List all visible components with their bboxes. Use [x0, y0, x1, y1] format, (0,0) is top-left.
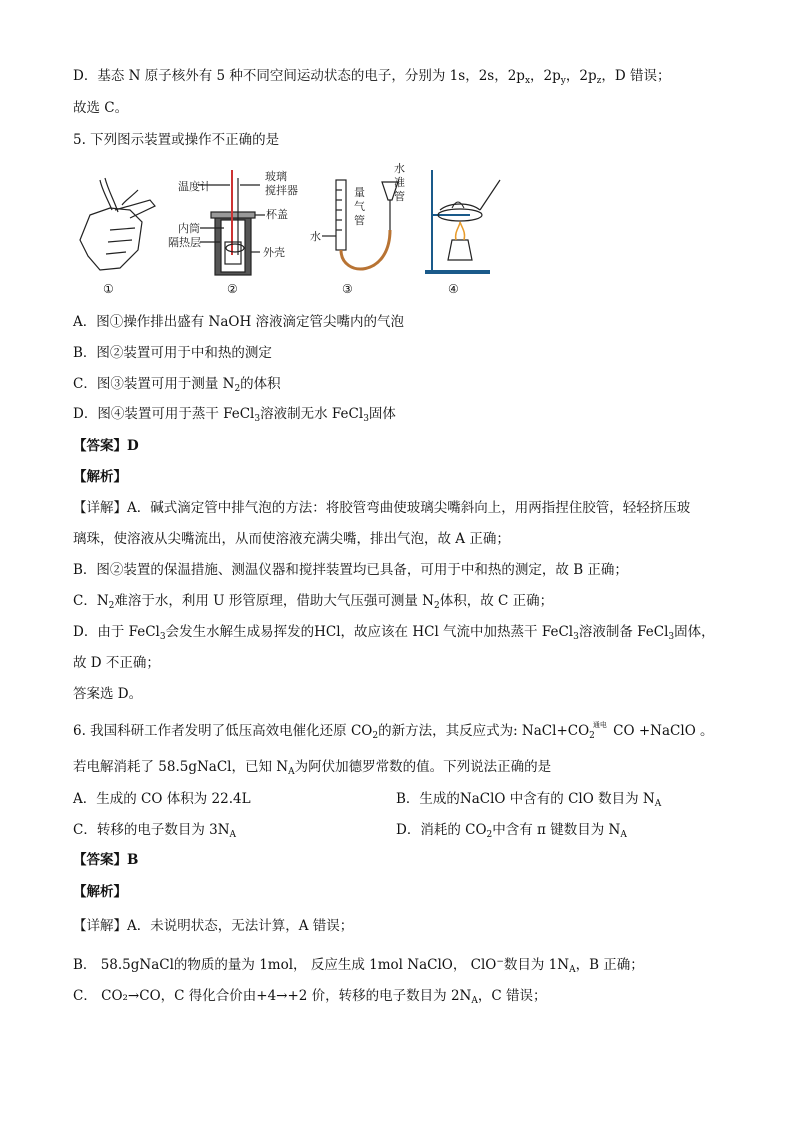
- label-water: 水: [310, 230, 321, 243]
- label-level-2: 准: [394, 176, 405, 189]
- figure-apparatus: [60, 160, 520, 300]
- option-5d: D．图④装置可用于蒸干 FeCl$_3$溶液制无水 FeCl$_3$固体: [73, 406, 396, 424]
- line-option-d-prev: D．基态 N 原子核外有 5 种不同空间运动状态的电子，分别为 1s，2s，$2p_x$，$2p_y$，$2p_z$，D 错误；: [73, 68, 671, 86]
- label-lid: 杯盖: [266, 208, 288, 221]
- option-6d: D．消耗的 $CO_2$中含有 π 键数目为 $N_A$: [396, 822, 627, 840]
- detail-5-line1: 【详解】A．碱式滴定管中排气泡的方法：将胶管弯曲使玻璃尖嘴斜向上，用两指捏住胶管，轻轻挤压玻: [73, 500, 691, 516]
- label-shell: 外壳: [263, 246, 285, 259]
- caption-2: ②: [227, 282, 238, 296]
- label-level-3: 管: [394, 190, 405, 203]
- electrolysis-arrow: 通电: [592, 721, 607, 729]
- option-6a: A．生成的 CO 体积为 22.4L: [73, 791, 251, 807]
- label-level-1: 水: [394, 162, 405, 175]
- label-thermometer: 温度计: [178, 180, 211, 193]
- option-5b: B．图②装置可用于中和热的测定: [73, 345, 272, 361]
- label-insulation: 隔热层: [168, 236, 201, 249]
- option-5c: C．图③装置可用于测量 $N_2$的体积: [73, 376, 281, 394]
- option-6c: C．转移的电子数目为 $3N_A$: [73, 822, 237, 840]
- question-6-line1: 6. 我国科研工作者发明了低压高效电催化还原 $CO_2$的新方法，其反应式为: $NaCl+CO_2^{通电}$ CO +NaClO 。: [73, 721, 714, 741]
- detail-5-line2: 璃珠，使溶液从尖嘴流出，从而使溶液充满尖嘴，排出气泡，故 A 正确；: [73, 531, 510, 547]
- label-stirrer-2: 搅拌器: [265, 184, 298, 197]
- answer-6: 【答案】B: [73, 852, 139, 868]
- answer-5: 【答案】D: [73, 438, 139, 454]
- evaporation-stand-illustration: [425, 170, 500, 272]
- label-gas-tube-2: 气: [354, 200, 365, 213]
- detail-5-line6: 故 D 不正确；: [73, 655, 160, 671]
- detail-5-line4: C．$N_2$难溶于水，利用 U 形管原理，借助大气压强可测量 $N_2$体积，故 C 正确；: [73, 593, 554, 611]
- detail-5-line3: B．图②装置的保温措施、测温仪器和搅拌装置均已具备，可用于中和热的测定，故 B 正确；: [73, 562, 628, 578]
- question-6-line2: 若电解消耗了 58.5gNaCl，已知 $N_A$为阿伏加德罗常数的值。下列说法正确的是: [73, 759, 552, 777]
- label-inner: 内筒: [178, 222, 200, 235]
- label-gas-tube-3: 管: [354, 214, 365, 227]
- detail-6-line2: B． 58.5gNaCl的物质的量为 1mol， 反应生成 1mol NaClO， ClO−数目为 $1N_A$，B 正确；: [73, 957, 644, 975]
- line-choose-c: 故选 C。: [73, 100, 129, 116]
- detail-6-line1: 【详解】A．未说明状态，无法计算，A 错误；: [73, 918, 354, 934]
- analysis-5-heading: 【解析】: [73, 469, 127, 485]
- hand-burette-illustration: [80, 178, 155, 270]
- detail-5-line5: D．由于 FeCl$_3$会发生水解生成易挥发的HCl，故应该在 HCl 气流中加热蒸干 FeCl$_3$溶液制备 FeCl$_3$固体，: [73, 624, 715, 642]
- detail-6-line3: C． CO₂→CO，C 得化合价由+4→+2 价，转移的电子数目为 $2N_A$，C 错误；: [73, 988, 547, 1006]
- option-6b: B．生成的NaClO 中含有的 ClO 数目为 $N_A$: [396, 791, 662, 809]
- caption-4: ④: [448, 282, 459, 296]
- label-gas-tube-1: 量: [354, 186, 365, 199]
- caption-3: ③: [342, 282, 353, 296]
- caption-1: ①: [103, 282, 114, 296]
- analysis-6-heading: 【解析】: [73, 884, 127, 900]
- detail-5-line7: 答案选 D。: [73, 686, 143, 702]
- option-5a: A．图①操作排出盛有 NaOH 溶液滴定管尖嘴内的气泡: [73, 314, 405, 330]
- label-stirrer-1: 玻璃: [265, 170, 287, 183]
- question-5: 5. 下列图示装置或操作不正确的是: [73, 132, 280, 148]
